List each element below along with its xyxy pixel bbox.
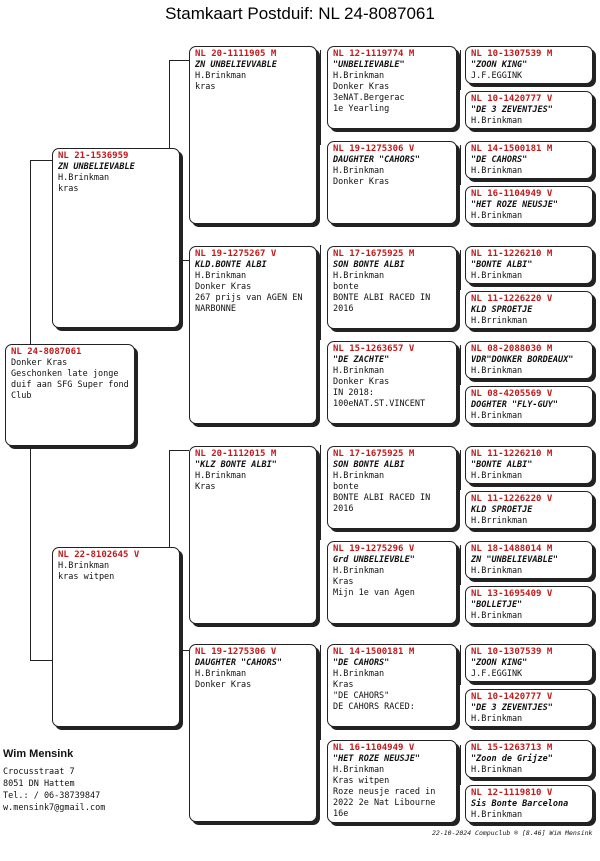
info-line: H.Brinkman	[471, 765, 523, 775]
info-line: 100eNAT.ST.VINCENT	[333, 399, 426, 409]
pigeon-card-gen4[interactable]	[465, 91, 593, 129]
ring-number: NL 16-1104949 V	[471, 189, 553, 199]
info-line: H.Brinkman	[333, 471, 385, 481]
pigeon-name: "UNBELIEVABLE"	[333, 60, 405, 70]
info-line: Donker Kras	[11, 358, 68, 368]
info-line: bonte	[333, 282, 359, 292]
pigeon-name: "DE ZACHTE"	[333, 355, 390, 365]
pigeon-name: VDR"DONKER BORDEAUX"	[471, 355, 574, 365]
owner-name: Wim Mensink	[3, 748, 74, 760]
connector	[30, 660, 52, 661]
info-line: IN 2018:	[333, 388, 374, 398]
pigeon-name: "BONTE ALBI"	[471, 260, 533, 270]
ring-number: NL 10-1420777 V	[471, 692, 553, 702]
ring-number: NL 10-1307539 M	[471, 647, 553, 657]
ring-number: NL 19-1275267 V	[195, 249, 277, 259]
ring-number: NL 08-2088030 M	[471, 344, 553, 354]
pigeon-card-subject[interactable]	[5, 344, 135, 446]
info-line: BONTE ALBI RACED IN 2016	[333, 493, 436, 514]
owner-email: w.mensink7@gmail.com	[3, 803, 106, 813]
ring-number: NL 19-1275306 V	[195, 647, 277, 657]
owner-address: Crocusstraat 7	[3, 767, 75, 777]
info-line: H.Brinkman	[58, 561, 110, 571]
pigeon-name: DOGHTER "FLY-GUY"	[471, 400, 558, 410]
pigeon-name: "KLZ BONTE ALBI"	[195, 460, 277, 470]
pigeon-name: KLD.BONTE ALBI	[195, 260, 267, 270]
info-line: H.Brinkman	[471, 714, 523, 724]
ring-number: NL 11-1226210 M	[471, 449, 553, 459]
info-line: H.Brinkman	[471, 810, 523, 820]
info-line: Geschonken late jonge duif aan SFG Super fond Club	[11, 369, 134, 401]
pigeon-card-gen4[interactable]	[465, 785, 593, 823]
info-line: Mijn 1e van Agen	[333, 588, 415, 598]
pigeon-name: ZN "UNBELIEVABLE"	[471, 555, 558, 565]
info-line: H.Brinkman	[333, 765, 385, 775]
connector	[320, 245, 321, 340]
info-line: Donker Kras	[333, 82, 390, 92]
info-line: H.Brrinkman	[471, 516, 528, 526]
connector	[460, 50, 461, 90]
ring-number: NL 18-1488014 M	[471, 544, 553, 554]
info-line: H.Brinkman	[471, 271, 523, 281]
info-line: H.Brinkman	[195, 71, 247, 81]
pigeon-card-gen4[interactable]	[465, 491, 593, 529]
pigeon-card-gen4[interactable]	[465, 446, 593, 484]
pigeon-card-gen3[interactable]	[327, 246, 457, 329]
info-line: H.Brinkman	[471, 611, 523, 621]
info-line: H.Brinkman	[471, 566, 523, 576]
pigeon-name: ZN UNBELIEVABLE	[58, 162, 135, 172]
pigeon-name: DAUGHTER "CAHORS"	[333, 155, 420, 165]
pigeon-name: ZN UNBELIEVVABLE	[195, 60, 277, 70]
info-line: H.Brinkman	[195, 471, 247, 481]
pigeon-name: SON BONTE ALBI	[333, 260, 405, 270]
ring-number: NL 15-1263713 M	[471, 743, 553, 753]
connector	[460, 345, 461, 385]
owner-phone: Tel.: / 06-38739847	[3, 791, 101, 801]
pigeon-name: KLD SPROETJE	[471, 305, 533, 315]
connector	[460, 250, 461, 290]
pigeon-name: "HET ROZE NEUSJE"	[471, 200, 558, 210]
info-line: H.Brinkman	[471, 471, 523, 481]
info-line: Kras	[333, 577, 354, 587]
info-line: Donker Kras	[195, 282, 252, 292]
ring-number: NL 20-1112015 M	[195, 449, 277, 459]
pigeon-card-gen3[interactable]	[327, 46, 457, 129]
info-line: H.Brrinkman	[471, 316, 528, 326]
pigeon-name: "BONTE ALBI"	[471, 460, 533, 470]
owner-info	[3, 748, 105, 814]
pigeon-card-gen3[interactable]	[327, 141, 457, 224]
pigeon-card-gen3[interactable]	[327, 740, 457, 823]
pigeon-card-gen4[interactable]	[465, 586, 593, 624]
info-line: H.Brinkman	[471, 366, 523, 376]
ring-number: NL 17-1675925 M	[333, 249, 415, 259]
pigeon-card-gen2[interactable]	[189, 446, 317, 624]
ring-number: NL 17-1675925 M	[333, 449, 415, 459]
owner-city: 8051 DN Hattem	[3, 779, 75, 789]
pigeon-name: "HET ROZE NEUSJE"	[333, 754, 420, 764]
info-line: kras	[58, 184, 79, 194]
pigeon-card-dam[interactable]	[52, 547, 180, 727]
ring-number: NL 16-1104949 V	[333, 743, 415, 753]
info-line: H.Brinkman	[471, 211, 523, 221]
pigeon-card-gen4[interactable]	[465, 291, 593, 329]
info-line: kras	[195, 82, 216, 92]
connector	[169, 60, 189, 61]
info-line: 267 prijs van AGEN EN NARBONNE	[195, 293, 308, 314]
connector	[30, 160, 52, 161]
connector	[320, 445, 321, 540]
pigeon-name: "BOLLETJE"	[471, 600, 523, 610]
info-line: DE CAHORS RACED:	[333, 702, 415, 712]
ring-number: NL 20-1111905 M	[195, 49, 277, 59]
ring-number: NL 11-1226210 M	[471, 249, 553, 259]
info-line: H.Brinkman	[333, 366, 385, 376]
connector	[320, 645, 321, 740]
ring-number: NL 13-1695409 V	[471, 589, 553, 599]
info-line: H.Brinkman	[58, 173, 110, 183]
pigeon-card-gen3[interactable]	[327, 541, 457, 624]
connector	[460, 545, 461, 585]
info-line: H.Brinkman	[471, 116, 523, 126]
pigeon-card-sire[interactable]	[52, 148, 180, 328]
ring-number: NL 21-1536959	[58, 151, 129, 161]
pigeon-name: "Zoon de Grijze"	[471, 754, 553, 764]
pigeon-card-gen4[interactable]	[465, 644, 593, 682]
connector	[320, 50, 321, 145]
info-line: J.F.EGGINK	[471, 669, 523, 679]
pigeon-card-gen4[interactable]	[465, 341, 593, 379]
connector	[460, 645, 461, 685]
info-line: Roze neusje raced in 2022 2e Nat Libourne 16e	[333, 787, 441, 819]
info-line: BONTE ALBI RACED IN 2016	[333, 293, 436, 314]
ring-number: NL 11-1226220 V	[471, 294, 553, 304]
info-line: "DE CAHORS"	[333, 691, 390, 701]
info-line: Donker Kras	[195, 680, 252, 690]
pigeon-card-gen2[interactable]	[189, 46, 317, 224]
ring-number: NL 10-1420777 V	[471, 94, 553, 104]
pigeon-name: "DE 3 ZEVENTJES"	[471, 105, 553, 115]
ring-number: NL 15-1263657 V	[333, 344, 415, 354]
pigeon-name: "DE 3 ZEVENTJES"	[471, 703, 553, 713]
info-line: Kras witpen	[333, 776, 390, 786]
pigeon-name: "DE CAHORS"	[471, 155, 528, 165]
info-line: J.F.EGGINK	[471, 71, 523, 81]
ring-number: NL 19-1275306 V	[333, 144, 415, 154]
connector	[460, 145, 461, 185]
ring-number: NL 10-1307539 M	[471, 49, 553, 59]
info-line: Donker Kras	[333, 177, 390, 187]
info-line: H.Brinkman	[333, 669, 385, 679]
ring-number: NL 12-1119774 M	[333, 49, 415, 59]
pigeon-card-gen2[interactable]	[189, 246, 317, 424]
pigeon-card-gen3[interactable]	[327, 341, 457, 424]
pigeon-card-gen4[interactable]	[465, 46, 593, 84]
ring-number: NL 14-1500181 M	[333, 647, 415, 657]
pigeon-name: KLD SPROETJE	[471, 505, 533, 515]
ring-number: NL 19-1275296 V	[333, 544, 415, 554]
pigeon-card-gen4[interactable]	[465, 186, 593, 224]
pigeon-card-gen4[interactable]	[465, 141, 593, 179]
info-line: H.Brinkman	[333, 166, 385, 176]
ring-number: NL 24-8087061	[11, 347, 82, 357]
info-line: 1e Yearling	[333, 104, 390, 114]
pigeon-card-gen4[interactable]	[465, 689, 593, 727]
ring-number: NL 11-1226220 V	[471, 494, 553, 504]
pigeon-name: SON BONTE ALBI	[333, 460, 405, 470]
footer-credit: 22-10-2024 Compuclub ® [8.46] Wim Mensink	[432, 829, 593, 837]
pigeon-name: DAUGHTER "CAHORS"	[195, 658, 282, 668]
pigeon-card-gen4[interactable]	[465, 246, 593, 284]
connector	[460, 745, 461, 785]
pigeon-card-gen4[interactable]	[465, 541, 593, 579]
pigeon-name: "ZOON KING"	[471, 60, 528, 70]
ring-number: NL 12-1119810 V	[471, 788, 553, 798]
pigeon-card-gen2[interactable]	[189, 644, 317, 822]
pigeon-card-gen3[interactable]	[327, 644, 457, 727]
info-line: kras witpen	[58, 572, 115, 582]
pigeon-name: Grd UNBELIEVBLE"	[333, 555, 415, 565]
info-line: Kras	[195, 482, 216, 492]
info-line: 3eNAT.Bergerac	[333, 93, 405, 103]
info-line: H.Brinkman	[471, 166, 523, 176]
connector	[169, 450, 189, 451]
info-line: Kras	[333, 680, 354, 690]
pigeon-name: "DE CAHORS"	[333, 658, 390, 668]
info-line: H.Brinkman	[471, 411, 523, 421]
ring-number: NL 22-8102645 V	[58, 550, 140, 560]
info-line: H.Brinkman	[333, 271, 385, 281]
pigeon-name: Sis Bonte Barcelona	[471, 799, 569, 809]
pigeon-card-gen4[interactable]	[465, 386, 593, 424]
ring-number: NL 08-4205569 V	[471, 389, 553, 399]
info-line: H.Brinkman	[195, 669, 247, 679]
page-title: Stamkaart Postduif: NL 24-8087061	[165, 4, 435, 23]
info-line: H.Brinkman	[195, 271, 247, 281]
info-line: H.Brinkman	[333, 71, 385, 81]
info-line: H.Brinkman	[333, 566, 385, 576]
connector	[460, 450, 461, 490]
pigeon-name: "ZOON KING"	[471, 658, 528, 668]
ring-number: NL 14-1500181 M	[471, 144, 553, 154]
pigeon-card-gen3[interactable]	[327, 446, 457, 529]
info-line: bonte	[333, 482, 359, 492]
pigeon-card-gen4[interactable]	[465, 740, 593, 778]
info-line: Donker Kras	[333, 377, 390, 387]
